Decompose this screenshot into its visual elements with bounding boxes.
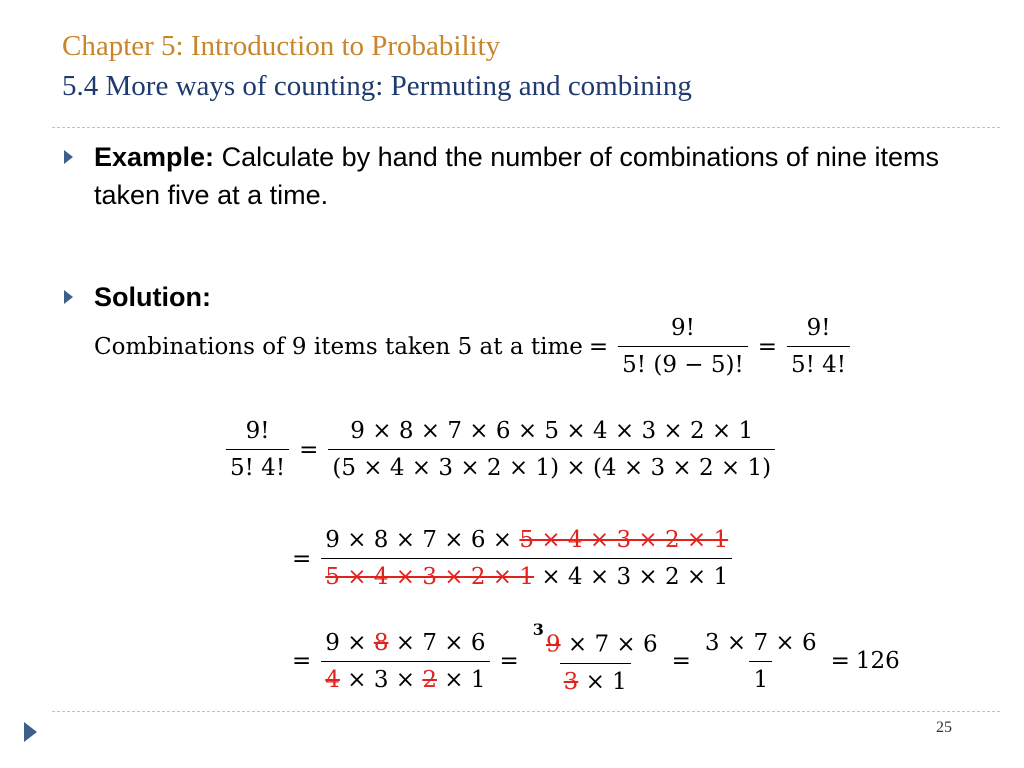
bullet-arrow-icon	[64, 150, 73, 164]
header-divider	[52, 127, 1000, 128]
fraction	[787, 315, 850, 378]
chapter-title: Chapter 5: Introduction to Probability	[62, 30, 501, 62]
denominator: 5! (9 − 5)!	[618, 346, 748, 378]
numerator: 9!	[245, 418, 270, 444]
denominator-struck: 3	[563, 668, 579, 695]
fraction	[328, 418, 775, 481]
equation-expanded-factorials	[222, 418, 779, 481]
numerator-struck: 9	[545, 631, 561, 658]
denominator	[321, 661, 489, 693]
section-title: 5.4 More ways of counting: Permuting and combining	[62, 70, 692, 102]
fraction	[226, 418, 289, 481]
numerator-part: 9 ×	[325, 629, 374, 656]
equation-lhs: Combinations of 9 items taken 5 at a time	[94, 333, 583, 360]
equation-combinations-formula	[94, 315, 854, 378]
equals-sign: =	[830, 648, 850, 675]
denominator: 5! 4!	[787, 346, 850, 378]
denominator	[321, 558, 732, 590]
denominator-part: × 3 ×	[339, 666, 423, 693]
fraction	[321, 527, 732, 590]
denominator: 5! 4!	[226, 449, 289, 481]
equals-sign: =	[757, 333, 777, 360]
numerator	[321, 630, 489, 661]
footer-divider	[52, 711, 1000, 712]
equals-sign: =	[499, 648, 519, 675]
numerator: 3 × 7 × 6	[704, 629, 817, 656]
equals-sign: =	[671, 648, 691, 675]
equals-sign: =	[292, 545, 312, 572]
equals-sign: =	[299, 436, 319, 463]
numerator: 9!	[806, 315, 831, 341]
equation-final-result	[286, 620, 900, 695]
page-number: 25	[936, 719, 952, 736]
denominator-struck: 5 × 4 × 3 × 2 × 1	[325, 564, 535, 590]
numerator-part: × 7 × 6	[388, 629, 486, 656]
numerator-part: × 7 × 6	[560, 631, 658, 658]
play-triangle-icon	[24, 722, 37, 742]
result-value: 126	[855, 648, 900, 675]
equals-sign: =	[588, 333, 609, 360]
numerator: 9!	[670, 315, 695, 341]
example-text: Calculate by hand the number of combinations of nine items taken five at a time.	[94, 142, 939, 210]
equation-cancellation	[286, 527, 736, 590]
equals-sign: =	[292, 648, 312, 675]
numerator	[529, 620, 662, 663]
denominator: (5 × 4 × 3 × 2 × 1) × (4 × 3 × 2 × 1)	[328, 449, 775, 481]
fraction	[529, 620, 662, 695]
denominator-part: × 1	[578, 668, 627, 695]
denominator-struck: 2	[422, 666, 437, 693]
numerator-struck: 5 × 4 × 3 × 2 × 1	[519, 527, 729, 553]
denominator-struck: 4	[325, 666, 340, 693]
example-label: Example:	[94, 142, 215, 172]
numerator-struck: 8	[373, 629, 389, 656]
bullet-arrow-icon	[64, 290, 73, 304]
denominator: 1	[749, 661, 772, 693]
fraction	[321, 630, 489, 693]
numerator: 9 × 8 × 7 × 6 × 5 × 4 × 3 × 2 × 1	[350, 418, 754, 444]
reduced-value: 3	[532, 620, 544, 639]
denominator-kept: × 4 × 3 × 2 × 1	[534, 564, 729, 590]
fraction	[618, 315, 748, 378]
solution-bullet	[94, 278, 954, 316]
example-bullet	[94, 138, 954, 214]
denominator	[560, 663, 631, 695]
denominator-part: × 1	[436, 666, 486, 693]
numerator	[321, 527, 732, 558]
fraction	[701, 630, 821, 693]
solution-label: Solution:	[94, 282, 211, 312]
numerator-kept: 9 × 8 × 7 × 6 ×	[325, 527, 520, 553]
